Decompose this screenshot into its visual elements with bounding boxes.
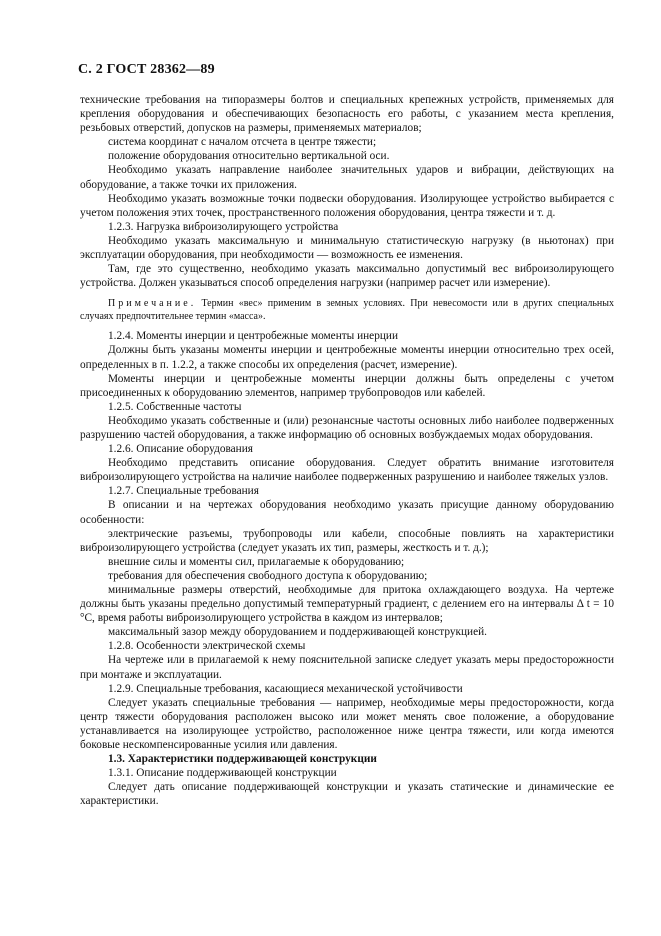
section-heading-1-2-6: 1.2.6. Описание оборудования — [108, 443, 253, 456]
note-label: Примечание. — [108, 298, 197, 310]
paragraph: Следует дать описание поддерживающей конструкции и указать статические и динамические ее характеристики. — [80, 781, 614, 808]
paragraph: Необходимо указать максимальную и минимальную статистическую нагрузку (в ньютонах) при эксплуатации оборудования, при необходимости — возможность ее изменения. — [80, 234, 614, 262]
note — [80, 297, 614, 323]
section-heading-1-3-1: 1.3.1. Описание поддерживающей конструкции — [108, 767, 337, 780]
paragraph: Необходимо указать направление наиболее значительных ударов и вибрации, действующих на оборудование, а также точки их приложения. — [80, 164, 614, 191]
list-item: максимальный зазор между оборудованием и поддерживающей конструкцией. — [108, 626, 487, 639]
note-text: Термин «вес» применим в земных условиях. При невесомости или в других специальных случаях предпочтительнее термин «масса». — [80, 298, 614, 323]
paragraph: Там, где это существенно, необходимо указать максимально допустимый вес виброизолирующего устройства. Должен указываться способ определения нагрузки (например расчет или измерение). — [80, 263, 614, 290]
list-item: минимальные размеры отверстий, необходимые для притока охлаждающего воздуха. На чертеже должны быть указаны предельно допустимый температурный градиент, с делением его на интервалы Δ t = 10 °С, время работы виброизолирующего устройства в каждом из интервалов; — [80, 584, 614, 625]
page-header: С. 2 ГОСТ 28362—89 — [78, 62, 215, 77]
paragraph: Необходимо представить описание оборудования. Следует обратить внимание изготовителя виброизолирующего устройства на наличие наиболее подверженных разрушению и наиболее тяжелых узлов. — [80, 457, 614, 484]
section-heading-1-2-5: 1.2.5. Собственные частоты — [108, 400, 242, 413]
section-heading-1-2-7: 1.2.7. Специальные требования — [108, 485, 259, 498]
paragraph: технические требования на типоразмеры болтов и специальных крепежных устройств, применяемых для крепления оборудования и обеспечивающих безопасность его работы, с указанием места крепления, резьбовых отверстий, допусков на размеры, применяемых материалов; — [80, 94, 614, 135]
list-item: электрические разъемы, трубопроводы или кабели, способные повлиять на характеристики виброизолирующего устройства (следует указать их тип, размеры, жесткость и т. д.); — [80, 527, 614, 554]
paragraph: Следует указать специальные требования — например, необходимые меры предосторожности, когда центр тяжести оборудования расположен высоко или может менять свое положение, а оборудование устанавливается на изолирующее устройство, расположенное ниже центра тяжести, или когда имеются боковые нескомпенсированные усилия или давления. — [80, 696, 614, 752]
document-body — [80, 93, 614, 809]
paragraph: Необходимо указать собственные и (или) резонансные частоты основных либо наиболее подверженных разрушению частей оборудования, а также информацию об основных возбуждаемых модах оборудования. — [80, 414, 614, 441]
list-item: внешние силы и моменты сил, прилагаемые к оборудованию; — [108, 555, 405, 568]
paragraph: Необходимо указать возможные точки подвески оборудования. Изолирующее устройство выбирается с учетом положения этих точек, пространственного положения оборудования, центра тяжести и т. д. — [80, 192, 614, 219]
paragraph: На чертеже или в прилагаемой к нему пояснительной записке следует указать меры предосторожности при монтаже и эксплуатации. — [80, 654, 614, 681]
section-heading-1-2-3: 1.2.3. Нагрузка виброизолирующего устройства — [108, 220, 339, 233]
paragraph: положение оборудования относительно вертикальной оси. — [108, 150, 390, 163]
section-heading-1-2-4: 1.2.4. Моменты инерции и центробежные моменты инерции — [108, 330, 398, 343]
section-heading-1-3: 1.3. Характеристики поддерживающей конструкции — [108, 753, 377, 766]
paragraph: В описании и на чертежах оборудования необходимо указать присущие данному оборудованию особенности: — [80, 499, 614, 526]
list-item: требования для обеспечения свободного доступа к оборудованию; — [108, 569, 428, 582]
paragraph: система координат с началом отсчета в центре тяжести; — [108, 136, 377, 149]
paragraph: Моменты инерции и центробежные моменты инерции должны быть определены с учетом присоединенных к оборудованию элементов, например трубопроводов или кабелей. — [80, 372, 614, 399]
section-heading-1-2-9: 1.2.9. Специальные требования, касающиеся механической устойчивости — [108, 682, 463, 695]
paragraph: Должны быть указаны моменты инерции и центробежные моменты инерции относительно трех осей, определенных в п. 1.2.2, а также способы их определения (расчет, измерение). — [80, 344, 614, 371]
section-heading-1-2-8: 1.2.8. Особенности электрической схемы — [108, 640, 306, 653]
